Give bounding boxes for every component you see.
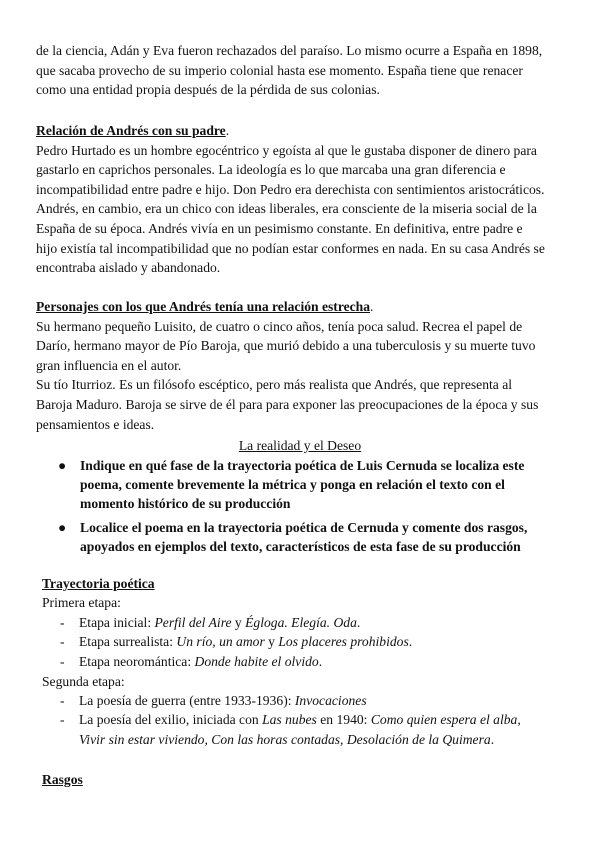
text-line: apoyados en ejemplos del texto, característicos de esta fase de su producción bbox=[80, 539, 521, 554]
text-line: Su tío Iturrioz. Es un filósofo escéptico, pero más realista que Andrés, que representa al bbox=[36, 377, 513, 393]
stage1-label: Primera etapa: bbox=[42, 595, 121, 610]
intro-paragraph bbox=[36, 41, 576, 100]
item-text: Etapa inicial: bbox=[79, 615, 155, 630]
item-text: La poesía del exilio, iniciada con bbox=[79, 712, 263, 728]
text-line: poema, comente brevemente la métrica y ponga en relación el texto con el bbox=[80, 477, 505, 492]
dash-marker: - bbox=[60, 653, 65, 669]
stage-item bbox=[60, 710, 580, 749]
work-title: Un río, un amor bbox=[176, 634, 265, 650]
question-item bbox=[58, 456, 558, 513]
text-line: Su hermano pequeño Luisito, de cuatro o cinco años, tenía poca salud. Recrea el papel de bbox=[36, 318, 523, 334]
item-end: . bbox=[356, 615, 361, 630]
text-line: Andrés, en cambio, era un chico con ideas liberales, era consciente de la miseria social de la bbox=[36, 201, 537, 217]
dash-marker: - bbox=[60, 693, 65, 708]
stage1-list bbox=[60, 613, 580, 671]
father-heading: Relación de Andrés con su padre bbox=[36, 123, 226, 138]
item-end: . bbox=[318, 653, 323, 669]
work-title: Como quien espera el alba, bbox=[370, 712, 521, 728]
text-line: Localice el poema en la trayectoria poética de Cernuda y comente dos rasgos, bbox=[80, 520, 528, 535]
text-line: Darío, hermano mayor de Pío Baroja, que murió debido a una tuberculosis y su muerte tuvo bbox=[36, 338, 536, 354]
text-line: encontraba aislado y abandonado. bbox=[36, 260, 221, 276]
text-line: Baroja Maduro. Baroja se sirve de él para para exponer las preocupaciones de la época y sus bbox=[36, 396, 539, 412]
text-line: hijo existía tal incompatibilidad que no podían estar conformes en nada. En su casa Andrés se bbox=[36, 240, 545, 256]
bullet-icon: ● bbox=[58, 458, 67, 473]
questions-list bbox=[58, 456, 558, 556]
characters-section bbox=[36, 297, 576, 434]
work-title: Donde habite el olvido bbox=[194, 653, 319, 669]
text-line: Indique en qué fase de la trayectoria poética de Luis Cernuda se localiza este bbox=[80, 458, 525, 473]
item-end: . bbox=[490, 731, 495, 747]
rasgos-heading: Rasgos bbox=[42, 772, 83, 787]
work-title: Perfil del Aire bbox=[154, 615, 232, 630]
work-title: Los placeres prohibidos bbox=[278, 634, 409, 650]
question-item bbox=[58, 518, 558, 556]
work-title: Égloga. Elegía. Oda bbox=[245, 615, 357, 630]
text-line: momento histórico de su producción bbox=[80, 496, 291, 511]
work-title: Las nubes bbox=[262, 712, 317, 728]
text-line: Pedro Hurtado es un hombre egocéntrico y egoísta al que le gustaba disponer de dinero para bbox=[36, 142, 537, 158]
item-text: Etapa surrealista: bbox=[79, 634, 177, 650]
text-line: España de su época. Andrés vivía en un pesimismo constante. En definitiva, entre padre e bbox=[36, 220, 523, 236]
item-joiner: y bbox=[264, 634, 279, 650]
stage2-label: Segunda etapa: bbox=[42, 674, 125, 689]
stage-item bbox=[60, 632, 580, 651]
dash-marker: - bbox=[60, 634, 65, 650]
trayectoria-heading: Trayectoria poética bbox=[42, 576, 155, 591]
father-heading-line bbox=[36, 121, 576, 141]
text-line: gastarlo en caprichos personales. La ideología es lo que marcaba una gran diferencia e bbox=[36, 162, 506, 178]
stage2-list bbox=[60, 691, 580, 749]
stage-item bbox=[60, 613, 580, 632]
heading-period: . bbox=[370, 299, 374, 314]
dash-marker: - bbox=[60, 712, 65, 728]
item-end: . bbox=[408, 634, 413, 650]
text-line: que sacaba provecho de su imperio colonial hasta ese momento. España tiene que renacer bbox=[36, 62, 523, 78]
bullet-icon: ● bbox=[58, 520, 67, 535]
item-text: Etapa neoromántica: bbox=[79, 653, 195, 669]
text-line: como una entidad propia después de la pérdida de sus colonias. bbox=[36, 82, 380, 98]
item-joiner: y bbox=[231, 615, 246, 630]
text-line: pensamientos e ideas. bbox=[36, 416, 155, 432]
father-section bbox=[36, 121, 576, 278]
centered-title: La realidad y el Deseo bbox=[238, 438, 362, 453]
text-line: incompatibilidad entre padre e hijo. Don Pedro era derechista con sentimientos aristocráticos. bbox=[36, 181, 545, 197]
characters-heading-line bbox=[36, 297, 576, 317]
item-text: La poesía de guerra (entre 1933-1936): bbox=[79, 693, 295, 708]
work-titles-line: Vivir sin estar viviendo, Con las horas contadas, Desolación de la Quimera bbox=[79, 731, 491, 747]
text-line: de la ciencia, Adán y Eva fueron rechazados del paraíso. Lo mismo ocurre a España en 1898, bbox=[36, 43, 543, 58]
dash-marker: - bbox=[60, 615, 65, 630]
item-joiner: en 1940: bbox=[316, 712, 371, 728]
work-title: Invocaciones bbox=[294, 693, 367, 708]
text-line: gran influencia en el autor. bbox=[36, 357, 182, 373]
stage-item bbox=[60, 691, 580, 710]
heading-period: . bbox=[225, 123, 230, 138]
characters-heading: Personajes con los que Andrés tenía una relación estrecha bbox=[36, 299, 371, 314]
stage-item bbox=[60, 652, 580, 671]
